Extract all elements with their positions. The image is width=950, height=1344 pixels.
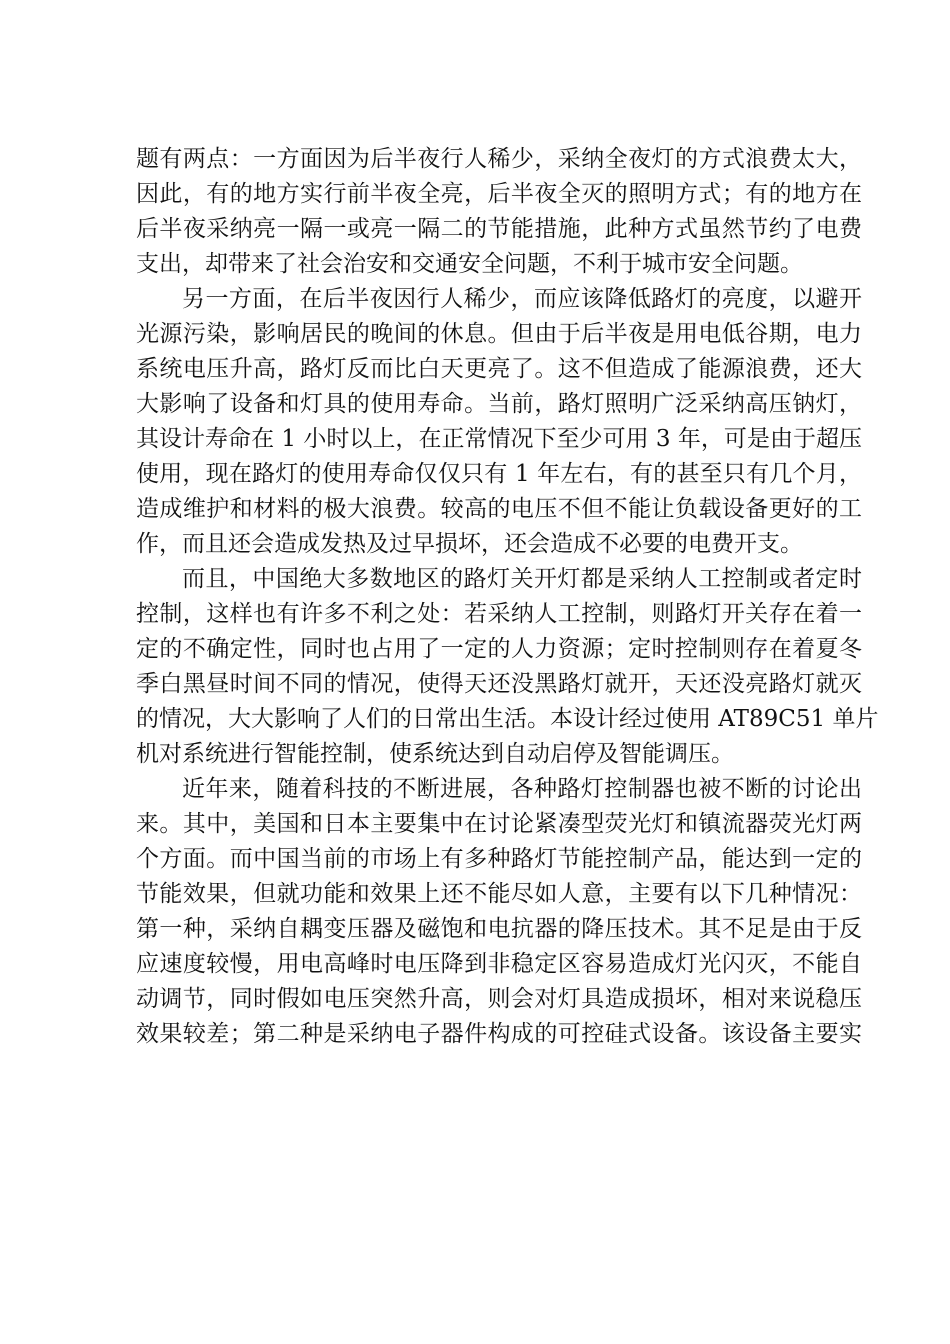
text-line: 的情况，大大影响了人们的日常出生活。本设计经过使用 AT89C51 单片 — [136, 706, 879, 732]
text-line: 定的不确定性，同时也占用了一定的人力资源；定时控制则存在着夏冬 — [136, 636, 862, 662]
paragraph-1 — [136, 142, 862, 282]
text-line: 使用，现在路灯的使用寿命仅仅只有 1 年左右，有的甚至只有几个月， — [136, 461, 862, 487]
text-line: 作，而且还会造成发热及过早损坏，还会造成不必要的电费开支。 — [136, 531, 803, 557]
paragraph-4 — [136, 772, 862, 1052]
text-line: 另一方面，在后半夜因行人稀少，而应该降低路灯的亮度，以避开 — [182, 286, 862, 312]
text-line: 应速度较慢，用电高峰时电压降到非稳定区容易造成灯光闪灭，不能自 — [136, 951, 862, 977]
text-line: 题有两点：一方面因为后半夜行人稀少，采纳全夜灯的方式浪费太大， — [136, 146, 862, 172]
text-line: 个方面。而中国当前的市场上有多种路灯节能控制产品，能达到一定的 — [136, 846, 862, 872]
text-line: 系统电压升高，路灯反而比白天更亮了。这不但造成了能源浪费，还大 — [136, 356, 862, 382]
text-line: 而且，中国绝大多数地区的路灯关开灯都是采纳人工控制或者定时 — [182, 566, 862, 592]
text-line: 节能效果，但就功能和效果上还不能尽如人意，主要有以下几种情况： — [136, 881, 862, 907]
text-line: 因此，有的地方实行前半夜全亮，后半夜全灭的照明方式；有的地方在 — [136, 181, 862, 207]
text-line: 来。其中，美国和日本主要集中在讨论紧凑型荧光灯和镇流器荧光灯两 — [136, 811, 862, 837]
text-line: 第一种，采纳自耦变压器及磁饱和电抗器的降压技术。其不足是由于反 — [136, 916, 862, 942]
document-body — [136, 142, 879, 1052]
text-line: 近年来，随着科技的不断进展，各种路灯控制器也被不断的讨论出 — [182, 776, 862, 802]
text-line: 控制，这样也有许多不利之处：若采纳人工控制，则路灯开关存在着一 — [136, 601, 862, 627]
paragraph-3 — [136, 562, 879, 772]
paragraph-2 — [136, 282, 862, 562]
text-line: 季白黑昼时间不同的情况，使得天还没黑路灯就开，天还没亮路灯就灭 — [136, 671, 862, 697]
text-line: 大影响了设备和灯具的使用寿命。当前，路灯照明广泛采纳高压钠灯， — [136, 391, 862, 417]
text-line: 其设计寿命在 1 小时以上，在正常情况下至少可用 3 年，可是由于超压 — [136, 426, 862, 452]
text-line: 光源污染，影响居民的晚间的休息。但由于后半夜是用电低谷期，电力 — [136, 321, 862, 347]
text-line: 机对系统进行智能控制，使系统达到自动启停及智能调压。 — [136, 741, 734, 767]
text-line: 动调节，同时假如电压突然升高，则会对灯具造成损坏，相对来说稳压 — [136, 986, 862, 1012]
text-line: 后半夜采纳亮一隔一或亮一隔二的节能措施，此种方式虽然节约了电费 — [136, 216, 862, 242]
text-line: 造成维护和材料的极大浪费。较高的电压不但不能让负载设备更好的工 — [136, 496, 862, 522]
text-line: 效果较差；第二种是采纳电子器件构成的可控硅式设备。该设备主要实 — [136, 1021, 862, 1047]
text-line: 支出，却带来了社会治安和交通安全问题，不利于城市安全问题。 — [136, 251, 803, 277]
